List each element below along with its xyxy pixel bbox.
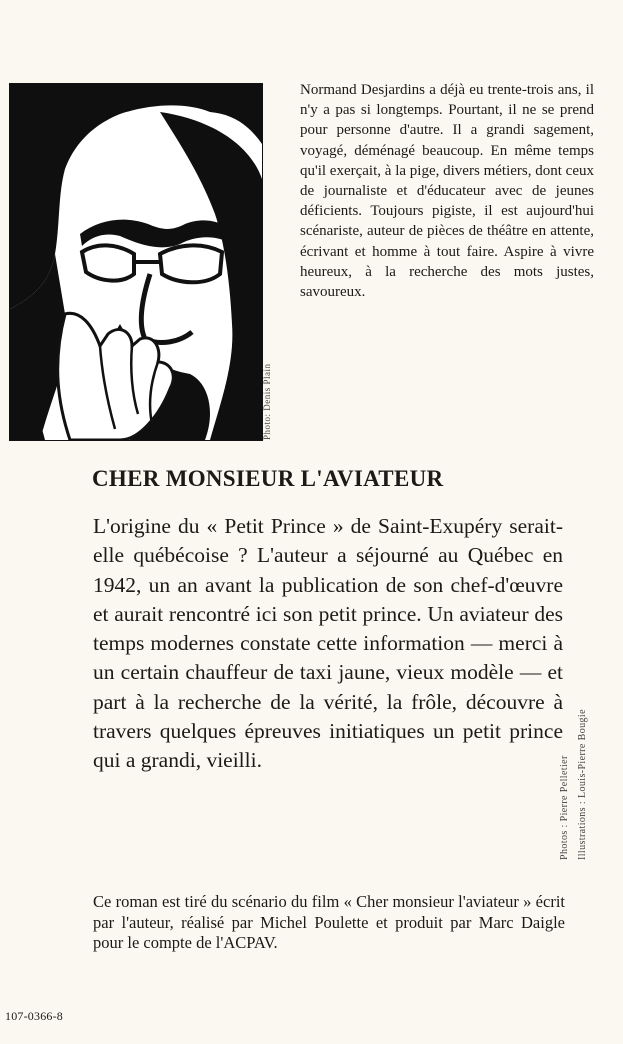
film-note: Ce roman est tiré du scénario du film « Cher monsieur l'aviateur » écrit par l'auteur, réalisé par Michel Poulette et produit par Marc Daigle pour le compte de l'ACPAV. [93, 892, 565, 952]
side-credits [556, 660, 596, 860]
photos-credit: Photos : Pierre Pelletier [559, 755, 570, 860]
isbn-code: 107-0366-8 [5, 1009, 63, 1023]
author-bio: Normand Desjardins a déjà eu trente-trois ans, il n'y a pas si longtemps. Pourtant, il ne se prend pour personne d'autre. Il a grandi sagement, voyagé, déménagé beaucoup. En même temps qu'il exerçait, à la pige, divers métiers, dont ceux de journaliste et d'éducateur avec de jeunes déficients. Toujours pigiste, il est aujourd'hui scénariste, auteur de pièces de théâtre en attente, écrivant et homme à tout faire. Aspire à vivre heureux, à la recherche des mots justes, savoureux. [300, 82, 594, 301]
author-photo [9, 83, 263, 441]
illustrations-credit: Illustrations : Louis-Pierre Bougie [577, 709, 588, 860]
photo-credit: Photo: Denis Plain [262, 363, 272, 440]
author-portrait-image [10, 84, 262, 440]
book-title: CHER MONSIEUR L'AVIATEUR [92, 466, 444, 491]
book-summary: L'origine du « Petit Prince » de Saint-Exupéry serait-elle québécoise ? L'auteur a séjourné au Québec en 1942, un an avant la publication de son chef-d'œuvre et aurait rencontré ici son petit prince. Un aviateur des temps modernes constate cette information — merci à un certain chauffeur de taxi jaune, vieux modèle — et part à la recherche de la vérité, la frôle, découvre à travers quelques épreuves initiatiques un petit prince qui a grandi, vieilli. [93, 514, 563, 773]
